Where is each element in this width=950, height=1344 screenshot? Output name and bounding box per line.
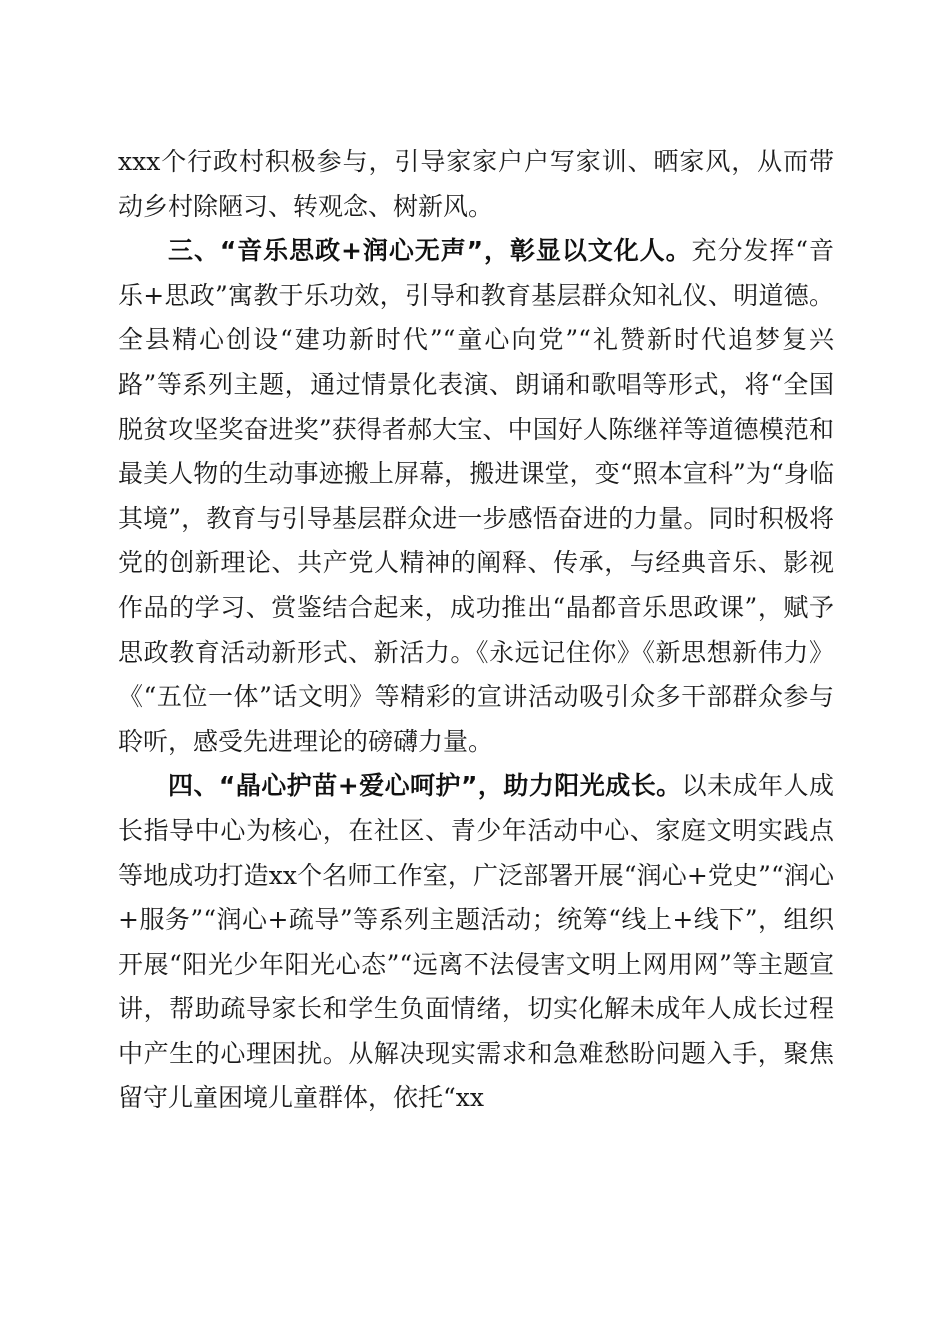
section-4-paragraph bbox=[118, 764, 834, 1121]
section-3-body: 充分发挥“音乐+思政”寓教于乐功效，引导和教育基层群众知礼仪、明道德。全县精心创设“建功新时代”“童心向党”“礼赞新时代追梦复兴路”等系列主题，通过情景化表演、朗诵和歌唱等形式，将“全国脱贫攻坚奖奋进奖”获得者郝大宝、中国好人陈继祥等道德模范和最美人物的生动事迹搬上屏幕，搬进课堂，变“照本宣科”为“身临其境”，教育与引导基层群众进一步感悟奋进的力量。同时积极将党的创新理论、共产党人精神的阐释、传承，与经典音乐、影视作品的学习、赏鉴结合起来，成功推出“晶都音乐思政课”，赋予思政教育活动新形式、新活力。《永远记住你》《新思想新伟力》《“五位一体”话文明》等精彩的宣讲活动吸引众多干部群众参与聆听，感受先进理论的磅礴力量。 bbox=[118, 236, 835, 756]
document-body bbox=[118, 140, 834, 1121]
section-4-body: 以未成年人成长指导中心为核心，在社区、青少年活动中心、家庭文明实践点等地成功打造xx个名师工作室，广泛部署开展“润心+党史”“润心+服务”“润心+疏导”等系列主题活动；统筹“线上+线下”，组织开展“阳光少年阳光心态”“远离不法侵害文明上网用网”等主题宣讲，帮助疏导家长和学生负面情绪，切实化解未成年人成长过程中产生的心理困扰。从解决现实需求和急难愁盼问题入手，聚焦留守儿童困境儿童群体，依托“xx bbox=[118, 771, 834, 1113]
section-3-heading: 三、“音乐思政+润心无声”，彰显以文化人。 bbox=[168, 236, 692, 266]
section-3-paragraph bbox=[118, 229, 834, 764]
paragraph-continuation: xxx个行政村积极参与，引导家家户户写家训、晒家风，从而带动乡村除陋习、转观念、树新风。 bbox=[118, 147, 834, 221]
section-4-heading: 四、“晶心护苗+爱心呵护”，助力阳光成长。 bbox=[168, 771, 682, 801]
